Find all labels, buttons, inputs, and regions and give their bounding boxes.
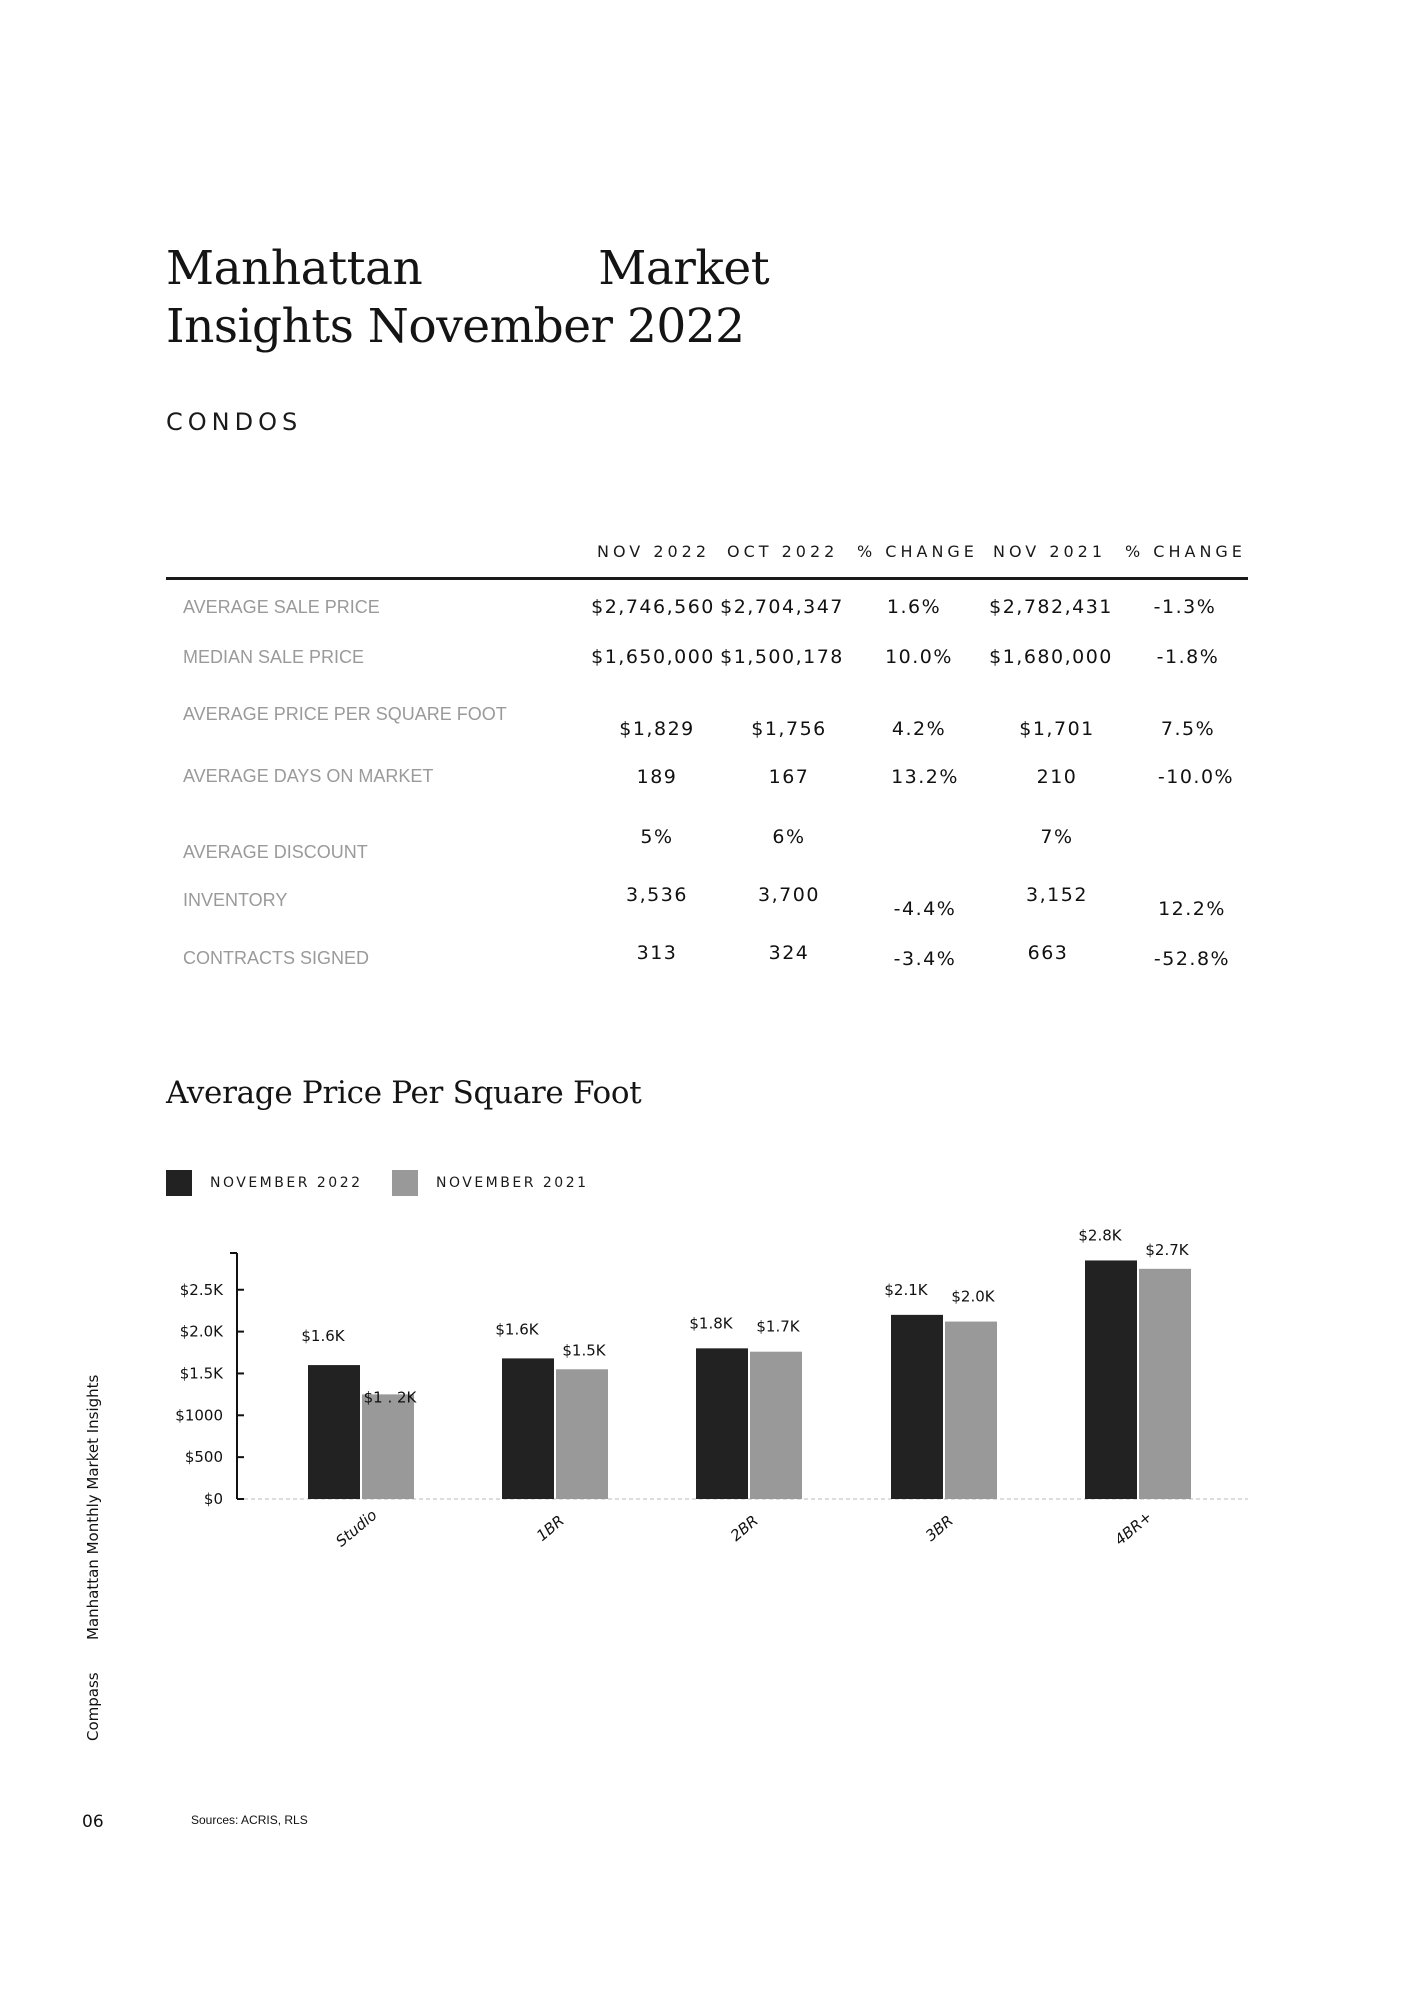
table-cell: $1,500,178 <box>720 646 844 668</box>
table-cell: $1,680,000 <box>989 646 1113 668</box>
x-tick-label: 1BR <box>532 1511 568 1545</box>
y-tick-label: $2.0K <box>179 1322 223 1341</box>
page-number: 06 <box>82 1812 104 1832</box>
bar <box>308 1365 360 1499</box>
table-cell: 313 <box>636 942 678 964</box>
legend-label-nov-2022: NOVEMBER 2022 <box>210 1175 363 1191</box>
column-header-oct-2022: OCT 2022 <box>727 542 839 561</box>
y-tick-label: $0 <box>203 1490 223 1508</box>
bar <box>362 1394 414 1499</box>
table-cell: $1,756 <box>751 718 827 740</box>
sidebar-brand: Compass <box>84 1672 102 1741</box>
row-label-contracts-signed: CONTRACTS SIGNED <box>183 948 370 968</box>
bar <box>556 1369 608 1499</box>
column-header-nov-2021: NOV 2021 <box>993 542 1107 561</box>
table-cell: 12.2% <box>1158 898 1226 920</box>
column-header-nov-2022: NOV 2022 <box>597 542 711 561</box>
table-cell: 3,700 <box>758 884 820 906</box>
table-cell: 13.2% <box>891 766 959 788</box>
column-header-change-month: % CHANGE <box>857 542 978 561</box>
table-cell: 10.0% <box>885 646 953 668</box>
table-cell: 1.6% <box>886 596 942 618</box>
table-cell: $2,746,560 <box>591 596 715 618</box>
bar <box>891 1315 943 1499</box>
title-line-2: Insights November 2022 <box>166 299 745 354</box>
chart-title: Average Price Per Square Foot <box>166 1075 642 1111</box>
table-cell: -1.8% <box>1156 646 1220 668</box>
table-cell: -1.3% <box>1153 596 1217 618</box>
bar-data-label: $2.1K <box>884 1280 928 1299</box>
table-cell: 210 <box>1036 766 1078 788</box>
table-cell: $2,704,347 <box>720 596 844 618</box>
x-tick-label: 4BR+ <box>1111 1507 1156 1549</box>
row-label-average-days-on-market: AVERAGE DAYS ON MARKET <box>183 766 434 786</box>
table-cell: 4.2% <box>891 718 947 740</box>
bar-data-label: $1 . 2K <box>363 1388 417 1407</box>
table-cell: 7.5% <box>1160 718 1216 740</box>
table-cell: -10.0% <box>1157 766 1235 788</box>
table-cell: -4.4% <box>893 898 957 920</box>
table-cell: $1,650,000 <box>591 646 715 668</box>
title-word-manhattan: Manhattan <box>166 241 423 296</box>
bar <box>1139 1269 1191 1499</box>
bar <box>945 1322 997 1499</box>
row-label-inventory: INVENTORY <box>183 890 288 910</box>
x-tick-label: Studio <box>332 1505 381 1551</box>
legend-label-nov-2021: NOVEMBER 2021 <box>436 1175 589 1191</box>
section-label: CONDOS <box>166 408 303 436</box>
table-cell: 167 <box>768 766 810 788</box>
table-cell: 6% <box>772 826 806 848</box>
row-label-average-price-per-square-foot: AVERAGE PRICE PER SQUARE FOOT <box>183 704 507 724</box>
table-cell: 663 <box>1027 942 1069 964</box>
bar <box>750 1352 802 1499</box>
bar <box>1085 1260 1137 1499</box>
y-tick-label: $1000 <box>175 1406 223 1425</box>
table-cell: $1,829 <box>619 718 695 740</box>
title-word-market: Market <box>598 241 770 296</box>
row-label-average-sale-price: AVERAGE SALE PRICE <box>183 597 380 617</box>
y-tick-label: $500 <box>184 1448 223 1467</box>
table-cell: $1,701 <box>1019 718 1095 740</box>
bar-data-label: $1.6K <box>495 1320 539 1339</box>
table-cell: 7% <box>1040 826 1074 848</box>
row-label-median-sale-price: MEDIAN SALE PRICE <box>183 647 365 667</box>
row-label-average-discount: AVERAGE DISCOUNT <box>183 842 368 862</box>
table-cell: 3,536 <box>626 884 688 906</box>
y-tick-label: $2.5K <box>179 1280 223 1299</box>
bar-data-label: $2.8K <box>1078 1226 1122 1245</box>
bar-data-label: $2.0K <box>951 1287 995 1306</box>
x-tick-label: 2BR <box>726 1511 762 1545</box>
bar-data-label: $1.7K <box>756 1317 800 1336</box>
table-cell: 324 <box>768 942 810 964</box>
sidebar-publication-title: Manhattan Monthly Market Insights <box>84 1374 102 1640</box>
bar-data-label: $2.7K <box>1145 1240 1189 1259</box>
table-cell: $2,782,431 <box>989 596 1113 618</box>
table-cell: 3,152 <box>1026 884 1088 906</box>
y-tick-label: $1.5K <box>179 1364 223 1383</box>
bar-data-label: $1.6K <box>301 1327 345 1346</box>
bar <box>696 1348 748 1499</box>
x-tick-label: 3BR <box>921 1511 957 1545</box>
sources-note: Sources: ACRIS, RLS <box>191 1813 308 1827</box>
table-cell: -3.4% <box>893 948 957 970</box>
column-header-change-year: % CHANGE <box>1125 542 1246 561</box>
table-cell: -52.8% <box>1153 948 1231 970</box>
bar-data-label: $1.8K <box>689 1314 733 1333</box>
table-cell: 5% <box>640 826 674 848</box>
bar <box>502 1358 554 1499</box>
table-cell: 189 <box>636 766 678 788</box>
bar-data-label: $1.5K <box>562 1341 606 1360</box>
